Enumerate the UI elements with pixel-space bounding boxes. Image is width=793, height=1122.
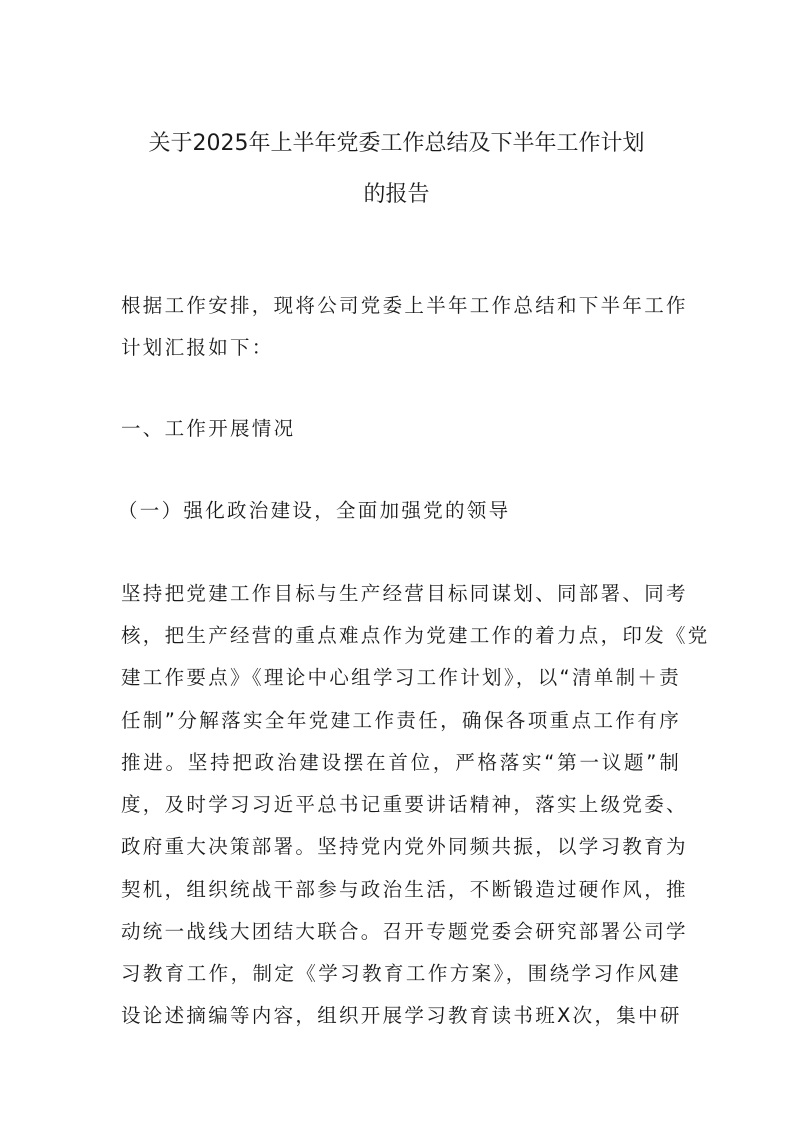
paragraph-line: 核，把生产经营的重点难点作为党建工作的着力点，印发《党 [121,624,710,647]
paragraph-line: 习教育工作，制定《学习教育工作方案》，围绕学习作风建 [121,962,681,985]
paragraph-line: 推进。坚持把政治建设摆在首位，严格落实“第一议题”制 [121,751,681,774]
paragraph-line: 坚持把党建工作目标与生产经营目标同谋划、同部署、同考 [121,582,688,605]
paragraph-line: 动统一战线大团结大联合。召开专题党委会研究部署公司学 [121,920,688,943]
paragraph-line: 度，及时学习习近平总书记重要讲话精神，落实上级党委、 [121,793,688,816]
paragraph-line: 政府重大决策部署。坚持党内党外同频共振，以学习教育为 [121,835,688,858]
section-heading-text: 一、工作开展情况 [121,417,296,440]
paragraph-line: 设论述摘编等内容，组织开展学习教育读书班X次，集中研 [121,1004,682,1027]
paragraph-line: 建工作要点》《理论中心组学习工作计划》，以“清单制＋责 [121,666,681,689]
paragraph-line: 契机，组织统战干部参与政治生活，不断锻造过硬作风，推 [121,878,688,901]
paragraph-line: 任制”分解落实全年党建工作责任，确保各项重点工作有序 [121,709,681,732]
document-title-line-2: 的报告 [363,182,430,207]
document-title-line-1: 关于2025年上半年党委工作总结及下半年工作计划 [148,131,645,156]
paragraph-line: 计划汇报如下： [121,336,274,359]
subsection-heading-text: （一）强化政治建设，全面加强党的领导 [118,499,511,522]
paragraph-line: 根据工作安排，现将公司党委上半年工作总结和下半年工作 [121,294,688,317]
